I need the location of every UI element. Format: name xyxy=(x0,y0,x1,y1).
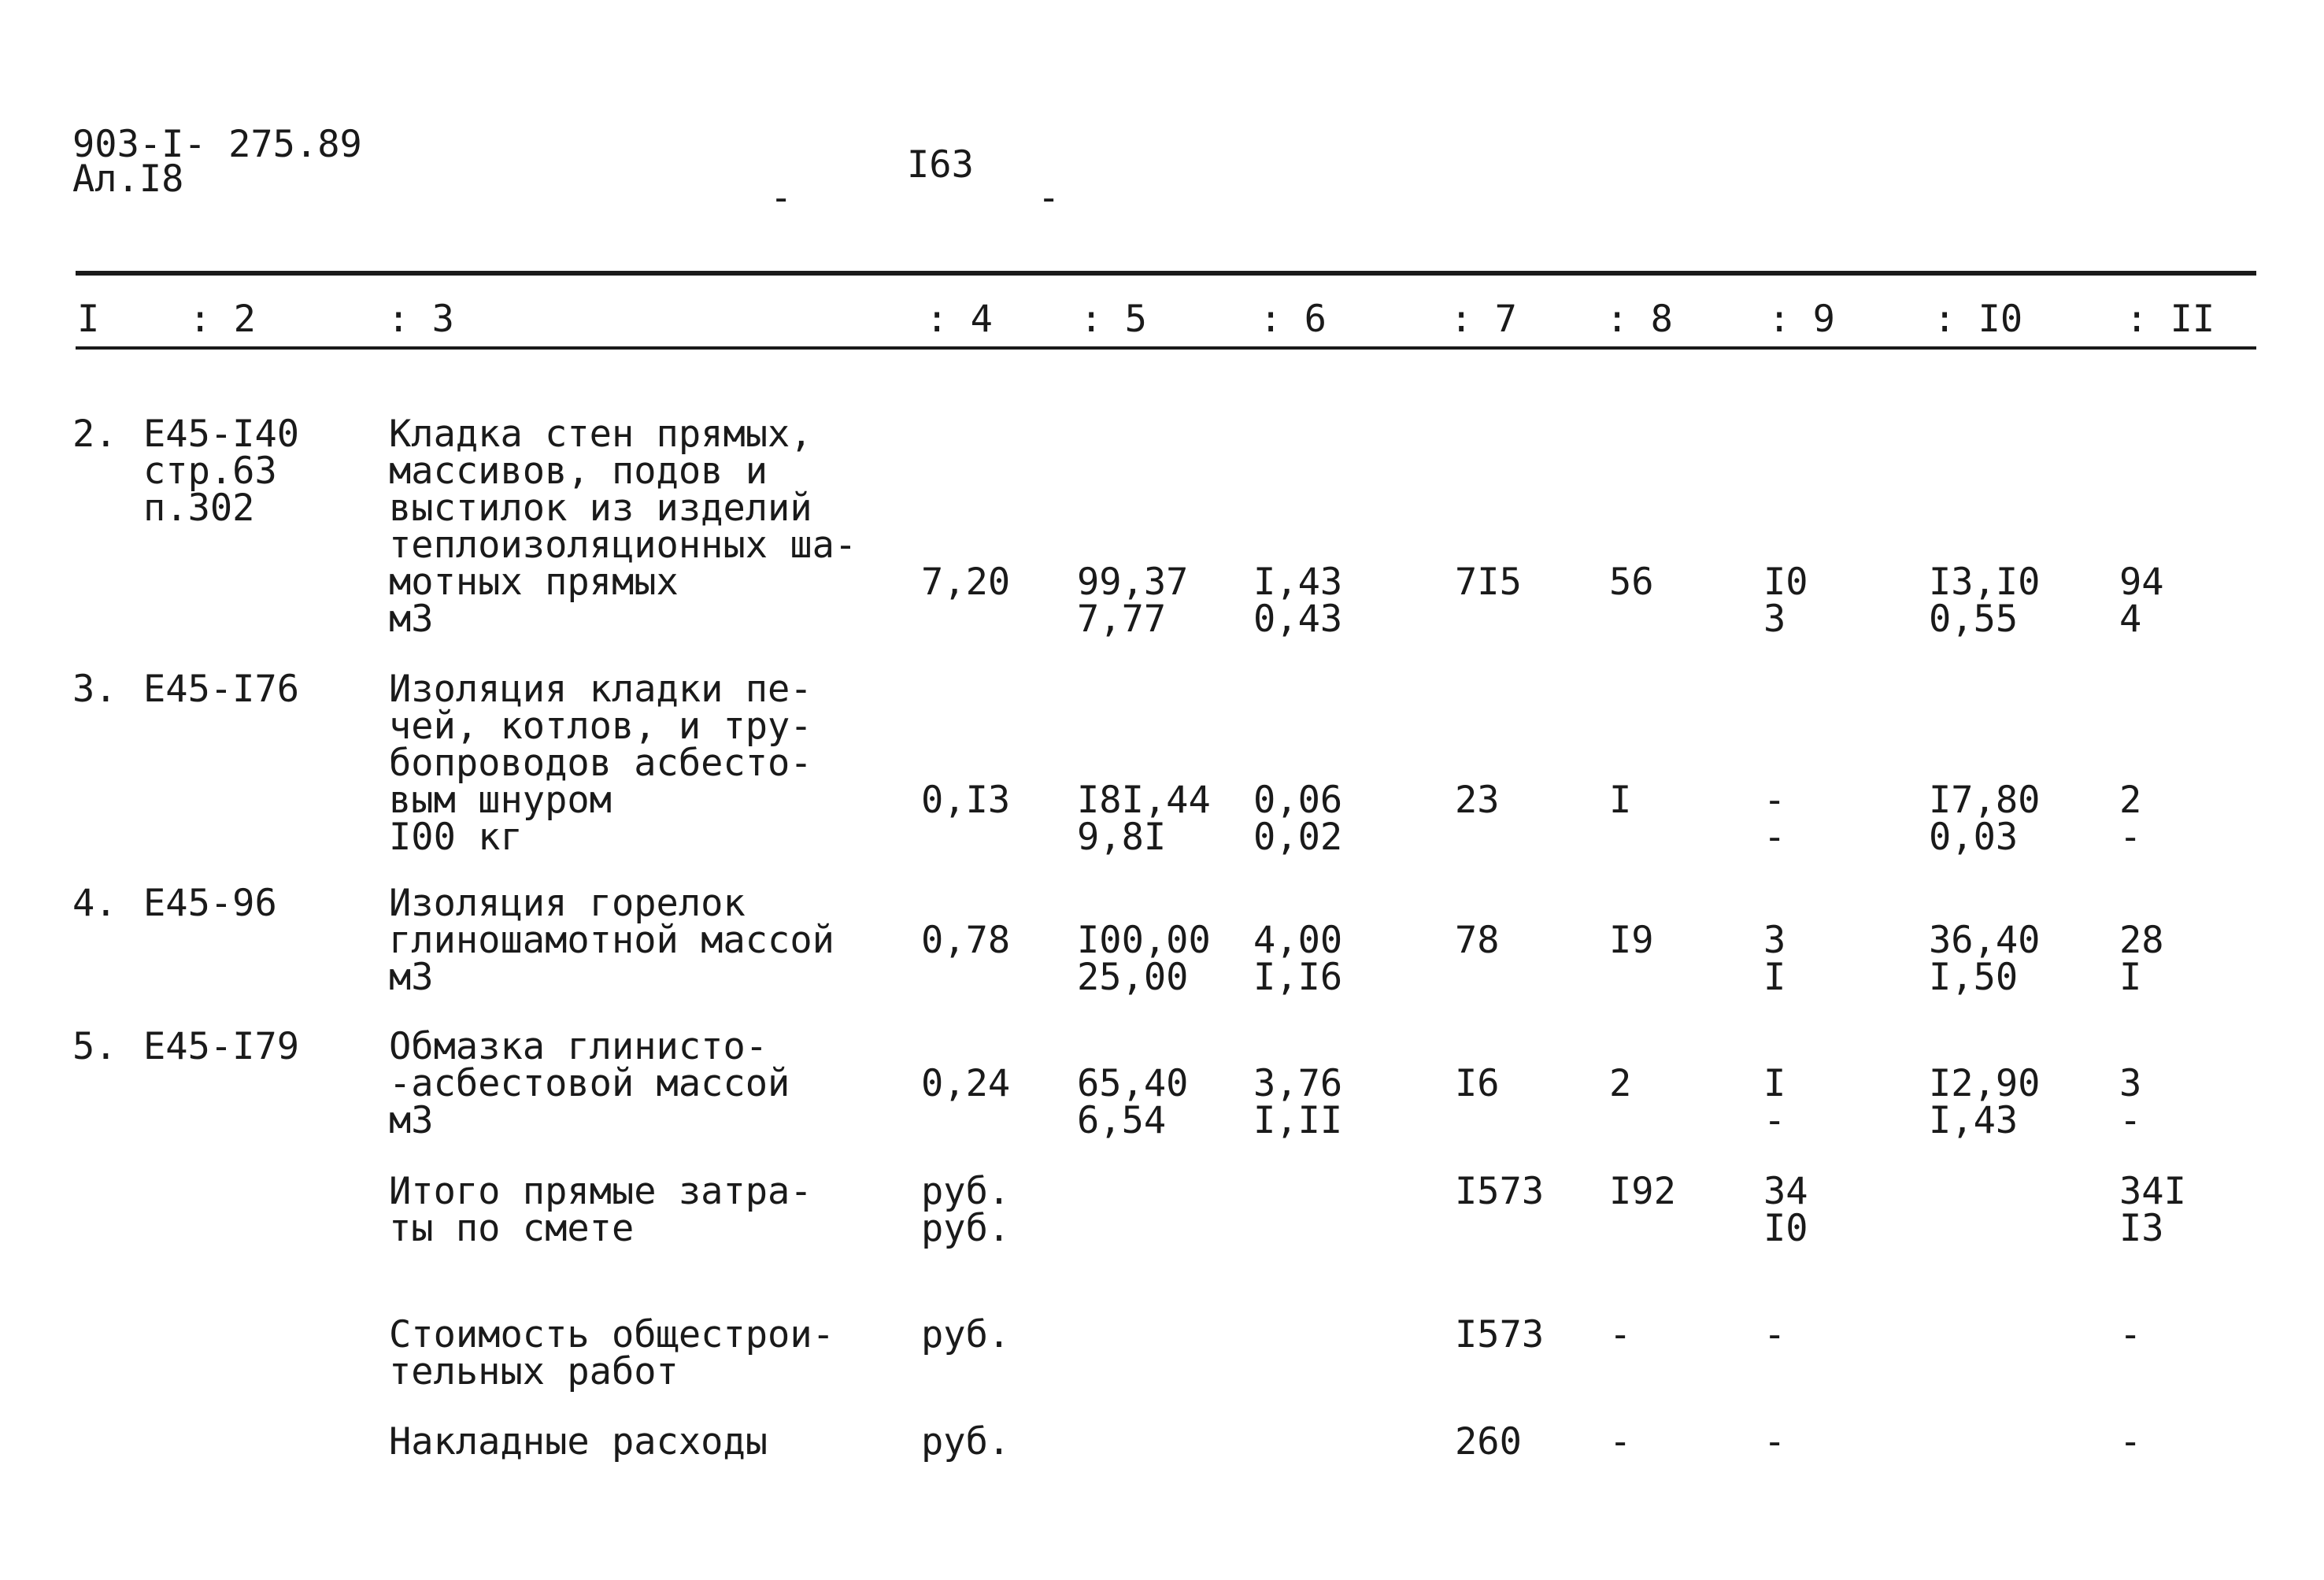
cell-c11: - xyxy=(2119,1099,2142,1142)
cell-description: Изоляция горелок xyxy=(389,882,746,925)
cell-c11: 3 xyxy=(2119,1062,2142,1105)
column-header-3: : 3 xyxy=(387,298,454,341)
cell-description: -асбестовой массой xyxy=(389,1062,790,1105)
page-dash-left: - xyxy=(770,176,793,220)
cell-c11: 28 xyxy=(2119,919,2164,962)
column-header-6: : 6 xyxy=(1260,298,1327,341)
cell-c9: I0 xyxy=(1763,1207,1808,1250)
cell-code: E45-I40 xyxy=(143,413,300,456)
cell-c5: 25,00 xyxy=(1077,956,1189,999)
column-header-5: : 5 xyxy=(1080,298,1147,341)
cell-description: Обмазка глинисто- xyxy=(389,1025,768,1068)
cell-description: глиношамотной массой xyxy=(389,919,834,962)
cell-c4: руб. xyxy=(921,1170,1011,1213)
cell-c9: 34 xyxy=(1763,1170,1808,1213)
cell-c9: - xyxy=(1763,1313,1786,1356)
column-header-1: I xyxy=(77,298,100,341)
cell-description: Стоимость общестрои- xyxy=(389,1313,834,1356)
cell-c5: 7,77 xyxy=(1077,598,1167,641)
cell-c11: - xyxy=(2119,1420,2142,1463)
cell-c10: 0,55 xyxy=(1929,598,2019,641)
cell-c10: 36,40 xyxy=(1929,919,2041,962)
cell-description: вым шнуром xyxy=(389,779,612,822)
cell-c9: - xyxy=(1763,1099,1786,1142)
cell-c8: 2 xyxy=(1609,1062,1632,1105)
table-top-rule xyxy=(76,271,2256,276)
cell-c10: I3,I0 xyxy=(1929,561,2041,604)
cell-c6: I,II xyxy=(1253,1099,1343,1142)
cell-description: тельных работ xyxy=(389,1350,679,1393)
cell-description: Изоляция кладки пе- xyxy=(389,668,812,711)
cell-c6: I,I6 xyxy=(1253,956,1343,999)
cell-c4: 0,78 xyxy=(921,919,1011,962)
cell-description: I00 кг xyxy=(389,816,523,859)
cell-c5: 99,37 xyxy=(1077,561,1189,604)
doc-code: 903-I- 275.89 xyxy=(72,123,362,166)
cell-c10: I2,90 xyxy=(1929,1062,2041,1105)
cell-c6: 0,06 xyxy=(1253,779,1343,822)
cell-c10: I7,80 xyxy=(1929,779,2041,822)
cell-c5: I00,00 xyxy=(1077,919,1211,962)
cell-c7: 7I5 xyxy=(1455,561,1522,604)
cell-code: п.302 xyxy=(143,487,255,530)
cell-description: Итого прямые затра- xyxy=(389,1170,812,1213)
cell-description: выстилок из изделий xyxy=(389,487,812,530)
cell-c4: 7,20 xyxy=(921,561,1011,604)
cell-row-number: 2. xyxy=(72,413,117,456)
cell-c11: - xyxy=(2119,1313,2142,1356)
cell-c8: I xyxy=(1609,779,1632,822)
cell-c5: 65,40 xyxy=(1077,1062,1189,1105)
cell-description: мотных прямых xyxy=(389,561,679,604)
cell-c8: I9 xyxy=(1609,919,1654,962)
cell-c8: - xyxy=(1609,1313,1632,1356)
cell-c10: 0,03 xyxy=(1929,816,2019,859)
column-header-8: : 8 xyxy=(1606,298,1673,341)
cell-row-number: 4. xyxy=(72,882,117,925)
cell-c9: I xyxy=(1763,1062,1786,1105)
cell-description: чей, котлов, и тру- xyxy=(389,705,812,748)
cell-c4: руб. xyxy=(921,1207,1011,1250)
cell-description: теплоизоляционных ша- xyxy=(389,524,857,567)
cell-row-number: 5. xyxy=(72,1025,117,1068)
cell-c11: I3 xyxy=(2119,1207,2164,1250)
cell-c9: 3 xyxy=(1763,919,1786,962)
cell-description: Кладка стен прямых, xyxy=(389,413,812,456)
cell-c11: I xyxy=(2119,956,2142,999)
cell-description: ты по смете xyxy=(389,1207,635,1250)
cell-c5: I8I,44 xyxy=(1077,779,1211,822)
column-header-11: : II xyxy=(2126,298,2215,341)
cell-c4: руб. xyxy=(921,1313,1011,1356)
table-header-rule xyxy=(76,346,2256,350)
column-header-7: : 7 xyxy=(1450,298,1517,341)
cell-description: Накладные расходы xyxy=(389,1420,768,1463)
cell-c6: I,43 xyxy=(1253,561,1343,604)
cell-c9: I xyxy=(1763,956,1786,999)
column-header-4: : 4 xyxy=(926,298,993,341)
cell-c10: I,50 xyxy=(1929,956,2019,999)
cell-c7: 260 xyxy=(1455,1420,1522,1463)
cell-c4: 0,I3 xyxy=(921,779,1011,822)
cell-description: м3 xyxy=(389,1099,434,1142)
cell-c6: 3,76 xyxy=(1253,1062,1343,1105)
cell-code: E45-I79 xyxy=(143,1025,300,1068)
cell-c5: 9,8I xyxy=(1077,816,1167,859)
column-header-9: : 9 xyxy=(1768,298,1835,341)
cell-c9: - xyxy=(1763,779,1786,822)
cell-c11: 4 xyxy=(2119,598,2142,641)
cell-c10: I,43 xyxy=(1929,1099,2019,1142)
column-header-2: : 2 xyxy=(189,298,256,341)
page-dash-right: - xyxy=(1038,176,1060,220)
cell-code: E45-96 xyxy=(143,882,277,925)
cell-c4: руб. xyxy=(921,1420,1011,1463)
cell-c6: 0,02 xyxy=(1253,816,1343,859)
cell-c7: I573 xyxy=(1455,1313,1545,1356)
cell-c8: I92 xyxy=(1609,1170,1676,1213)
cell-c7: I6 xyxy=(1455,1062,1500,1105)
cell-c11: 34I xyxy=(2119,1170,2186,1213)
cell-c4: 0,24 xyxy=(921,1062,1011,1105)
cell-c5: 6,54 xyxy=(1077,1099,1167,1142)
cell-c7: 23 xyxy=(1455,779,1500,822)
cell-description: м3 xyxy=(389,956,434,999)
page-number: I63 xyxy=(907,143,974,187)
cell-c6: 0,43 xyxy=(1253,598,1343,641)
cell-code: E45-I76 xyxy=(143,668,300,711)
cell-c11: - xyxy=(2119,816,2142,859)
cell-c8: - xyxy=(1609,1420,1632,1463)
cell-c6: 4,00 xyxy=(1253,919,1343,962)
column-header-10: : I0 xyxy=(1934,298,2023,341)
cell-description: массивов, подов и xyxy=(389,450,768,493)
sheet-label: Ал.I8 xyxy=(72,157,184,201)
cell-c7: I573 xyxy=(1455,1170,1545,1213)
cell-c7: 78 xyxy=(1455,919,1500,962)
cell-description: бопроводов асбесто- xyxy=(389,742,812,785)
cell-c9: - xyxy=(1763,1420,1786,1463)
cell-c9: - xyxy=(1763,816,1786,859)
cell-c9: 3 xyxy=(1763,598,1786,641)
cell-code: стр.63 xyxy=(143,450,277,493)
cell-c8: 56 xyxy=(1609,561,1654,604)
cell-c11: 2 xyxy=(2119,779,2142,822)
cell-row-number: 3. xyxy=(72,668,117,711)
cell-description: м3 xyxy=(389,598,434,641)
cell-c11: 94 xyxy=(2119,561,2164,604)
cell-c9: I0 xyxy=(1763,561,1808,604)
